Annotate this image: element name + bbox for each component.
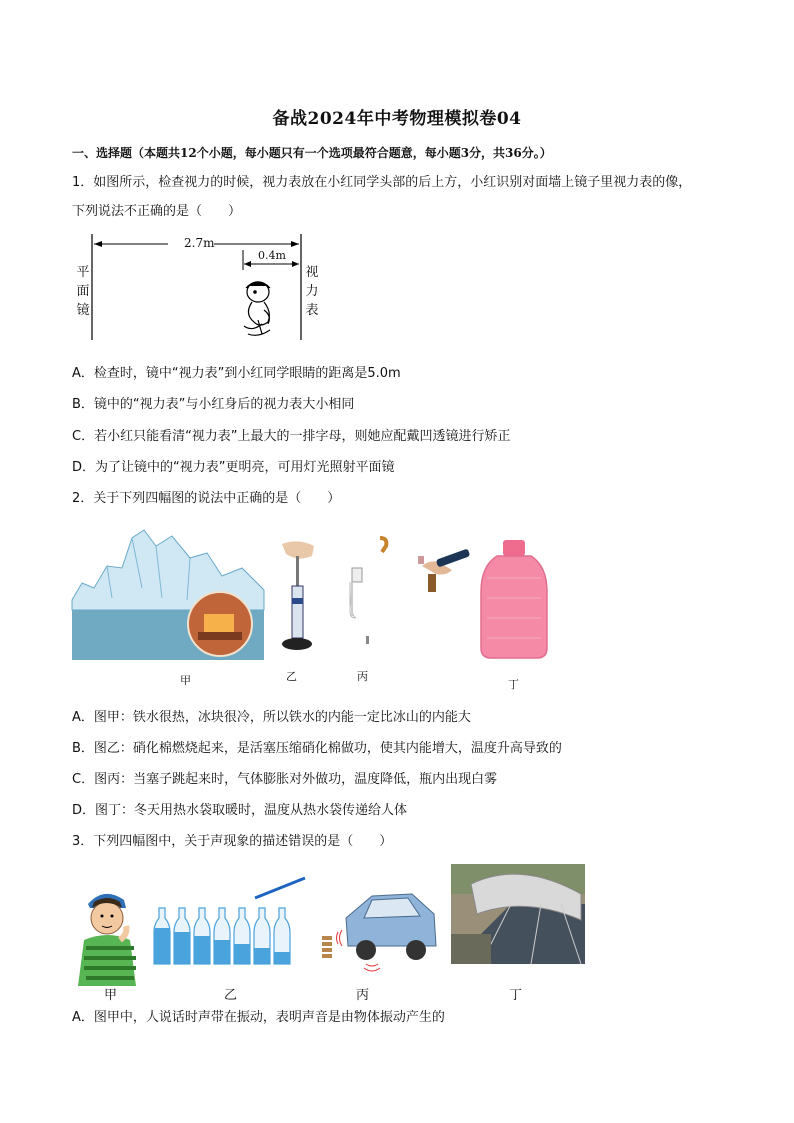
q2-caption-bing: 丙	[357, 670, 368, 683]
eye-chart-label-char: 力	[305, 284, 319, 299]
noise-barrier-image	[451, 864, 585, 964]
distance-total-label: 2.7m	[184, 236, 215, 250]
q3-caption-jia: 甲	[104, 988, 118, 1003]
iceberg-image	[72, 528, 267, 660]
eye-chart-label-char: 视	[305, 265, 319, 280]
child-figure	[244, 282, 270, 335]
mirror-label	[76, 263, 90, 320]
mirror-label-char: 镜	[76, 303, 90, 318]
page-title: 备战2024年中考物理模拟卷04	[272, 109, 522, 129]
q3-caption-bing: 丙	[356, 988, 370, 1003]
distance-small-label: 0.4m	[258, 249, 286, 262]
q2-stem: 2．关于下列四幅图的说法中正确的是（ ）	[72, 491, 341, 506]
q3-figure-row	[72, 864, 592, 1006]
fire-syringe-image	[272, 534, 322, 674]
pump-hand-image	[408, 538, 478, 608]
q1-figure	[72, 230, 332, 345]
section-heading: 一、选择题（本题共12个小题，每小题只有一个选项最符合题意，每小题3分，共36分。）	[72, 146, 552, 160]
eye-chart-label	[305, 263, 319, 320]
q2-caption-yi: 乙	[286, 670, 297, 683]
q2-option-d[interactable]: D．图丁：冬天用热水袋取暖时，温度从热水袋传递给人体	[72, 803, 408, 818]
q1-option-d[interactable]: D．为了让镜中的“视力表”更明亮，可用灯光照射平面镜	[72, 460, 395, 475]
mirror-label-char: 面	[76, 284, 90, 299]
boy-speaking-image	[74, 884, 144, 994]
q2-caption-ding: 丁	[508, 678, 519, 691]
q1-option-b[interactable]: B．镜中的“视力表”与小红身后的视力表大小相同	[72, 397, 355, 412]
hot-water-bag-image	[475, 538, 553, 664]
q1-stem-line1: 1．如图所示，检查视力的时候，视力表放在小红同学头部的后上方，小红识别对面墙上镜子里视力表的像，	[72, 175, 692, 190]
car-radar-image	[316, 884, 441, 974]
q1-stem-line2: 下列说法不正确的是（ ）	[72, 204, 242, 219]
q2-caption-jia: 甲	[180, 674, 191, 687]
q3-stem: 3．下列四幅图中，关于声现象的描述错误的是（ ）	[72, 834, 393, 849]
bottle-cork-image	[340, 532, 390, 662]
q2-option-b[interactable]: B．图乙：硝化棉燃烧起来，是活塞压缩硝化棉做功，使其内能增大，温度升高导致的	[72, 741, 562, 756]
q3-option-a[interactable]: A．图甲中，人说话时声带在振动，表明声音是由物体振动产生的	[72, 1010, 445, 1025]
eye-chart-label-char: 表	[305, 303, 319, 318]
q1-option-c[interactable]: C．若小红只能看清“视力表”上最大的一排字母，则她应配戴凹透镜进行矫正	[72, 429, 511, 444]
q2-option-a[interactable]: A．图甲：铁水很热，冰块很冷，所以铁水的内能一定比冰山的内能大	[72, 710, 471, 725]
q3-caption-ding: 丁	[509, 988, 523, 1003]
q2-option-c[interactable]: C．图丙：当塞子跳起来时，气体膨胀对外做功，温度降低，瓶内出现白雾	[72, 772, 498, 787]
q1-option-a[interactable]: A．检查时，镜中“视力表”到小红同学眼睛的距离是5.0m	[72, 366, 401, 381]
mirror-label-char: 平	[76, 265, 90, 280]
q2-figure-row	[72, 528, 552, 693]
water-bottles-image	[155, 878, 307, 978]
q3-caption-yi: 乙	[224, 988, 238, 1003]
